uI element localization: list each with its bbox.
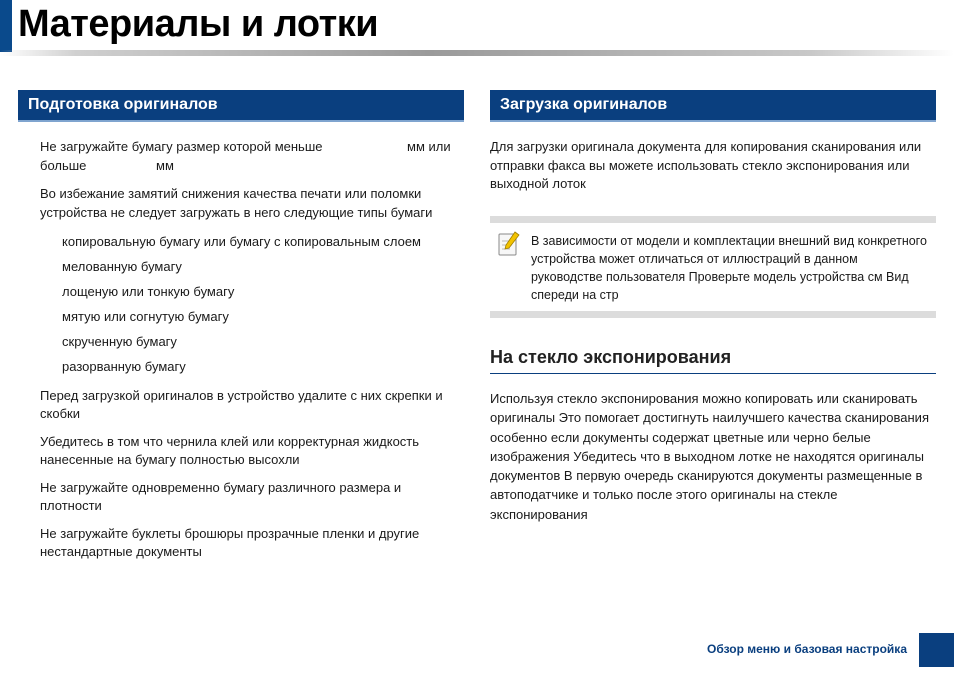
- footer-chapter-link[interactable]: Обзор меню и базовая настройка: [707, 642, 907, 656]
- note-text: В зависимости от модели и комплектации внешний вид конкретного устройства может отличаться от иллюстраций в данном руководстве пользователя Проверьте модель устройства см Вид спереди на стр: [531, 234, 927, 302]
- list-item: разорванную бумагу: [62, 359, 186, 374]
- title-accent-bar: [0, 0, 12, 52]
- glass-body-paragraph: Используя стекло экспонирования можно копировать или сканировать оригиналы Это помогает достигнуть наилучшего качества сканирования особенно если документы содержат цветные или черно белые изображения Убедитесь что в выходном лотке не находятся оригиналы документов В первую очередь сканируются документы размещенные в автоподатчике и только после этого оригиналы на стекле экспонирования: [490, 391, 929, 522]
- note-box: [490, 216, 936, 318]
- page-title: Материалы и лотки: [18, 3, 379, 45]
- paper-size-text-b: мм или: [407, 139, 451, 154]
- list-item: мелованную бумагу: [62, 259, 182, 274]
- ink-dry-paragraph: Убедитесь в том что чернила клей или корректурная жидкость нанесенные на бумагу полностью высохли: [40, 433, 420, 467]
- paper-size-text-c: больше: [40, 157, 87, 173]
- paper-size-paragraph: [40, 138, 465, 175]
- list-item: мятую или согнутую бумагу: [62, 309, 229, 324]
- section-header-loading-originals: Загрузка оригиналов: [490, 90, 936, 122]
- paper-size-text-a: Не загружайте бумагу размер которой меньше: [40, 139, 323, 154]
- list-item: скрученную бумагу: [62, 334, 177, 349]
- title-divider: [0, 50, 954, 56]
- mixed-paper-paragraph: Не загружайте одновременно бумагу различного размера и плотности: [40, 479, 402, 513]
- paper-size-text-d: мм: [156, 157, 174, 173]
- nonstandard-docs-paragraph: Не загружайте буклеты брошюры прозрачные пленки и другие нестандартные документы: [40, 525, 420, 559]
- remove-staples-paragraph: Перед загрузкой оригиналов в устройство удалите с них скрепки и скобки: [40, 387, 443, 421]
- list-item: копировальную бумагу или бумагу с копировальным слоем: [62, 234, 421, 249]
- glass-subheading: На стекло экспонирования: [490, 347, 936, 374]
- loading-intro-paragraph: Для загрузки оригинала документа для копирования сканирования или отправки факса вы можете использовать стекло экспонирования или выходной лоток: [490, 139, 922, 191]
- note-pencil-icon: [498, 231, 520, 257]
- paper-types-intro: Во избежание замятий снижения качества печати или поломки устройства не следует загружать в него следующие типы бумаги: [40, 186, 433, 220]
- section-header-preparing-originals: Подготовка оригиналов: [18, 90, 464, 122]
- left-column: [40, 138, 465, 570]
- list-item: лощеную или тонкую бумагу: [62, 284, 235, 299]
- page-number-tab: [919, 633, 954, 667]
